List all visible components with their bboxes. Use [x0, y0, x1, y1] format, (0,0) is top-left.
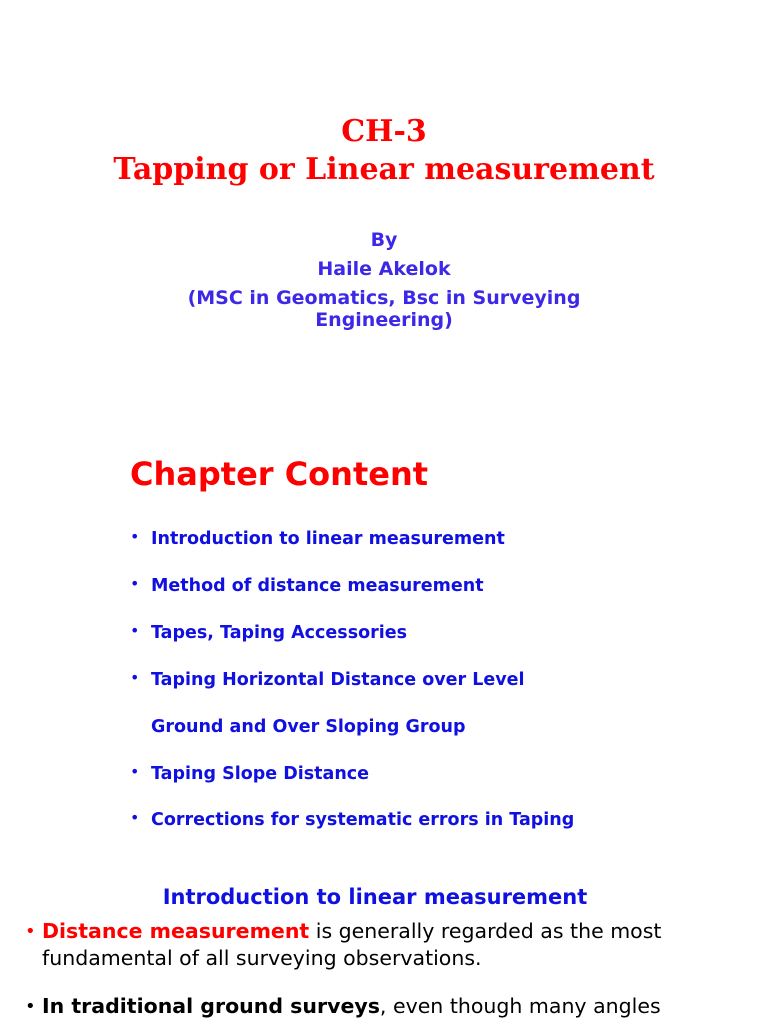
list-item: Tapes, Taping Accessories: [151, 623, 408, 643]
bullet-icon: •: [130, 574, 140, 593]
list-item: Taping Horizontal Distance over Level: [151, 670, 525, 690]
author-name: Haile Akelok: [317, 258, 451, 280]
chapter-number: CH-3: [341, 114, 427, 149]
list-item: Introduction to linear measurement: [151, 529, 505, 549]
distance-measurement-term: Distance measurement: [42, 919, 310, 943]
paragraph-text: is generally regarded as the most fundamental of all surveying observations.: [42, 919, 662, 970]
intro-paragraph-1: [42, 918, 742, 972]
list-item: Method of distance measurement: [151, 576, 484, 596]
bullet-icon: •: [130, 808, 140, 827]
list-item: Taping Slope Distance: [151, 764, 370, 784]
list-item-continuation: Ground and Over Sloping Group: [151, 717, 466, 737]
slide-title: Tapping or Linear measurement: [113, 152, 655, 187]
paragraph-text: , even though many angles: [379, 994, 661, 1018]
bullet-icon: •: [25, 996, 36, 1017]
traditional-ground-surveys-term: In traditional ground surveys: [42, 994, 380, 1018]
list-item: Corrections for systematic errors in Taping: [151, 810, 575, 830]
chapter-content-heading: Chapter Content: [130, 455, 429, 493]
bullet-icon: •: [130, 527, 140, 546]
by-label: By: [370, 229, 398, 251]
author-credentials-line2: Engineering): [315, 309, 453, 331]
bullet-icon: •: [130, 668, 140, 687]
intro-paragraph-2: [42, 993, 742, 1020]
author-credentials-line1: (MSC in Geomatics, Bsc in Surveying: [187, 287, 581, 309]
intro-heading: Introduction to linear measurement: [162, 885, 588, 909]
bullet-icon: •: [25, 921, 36, 942]
bullet-icon: •: [130, 621, 140, 640]
bullet-icon: •: [130, 762, 140, 781]
